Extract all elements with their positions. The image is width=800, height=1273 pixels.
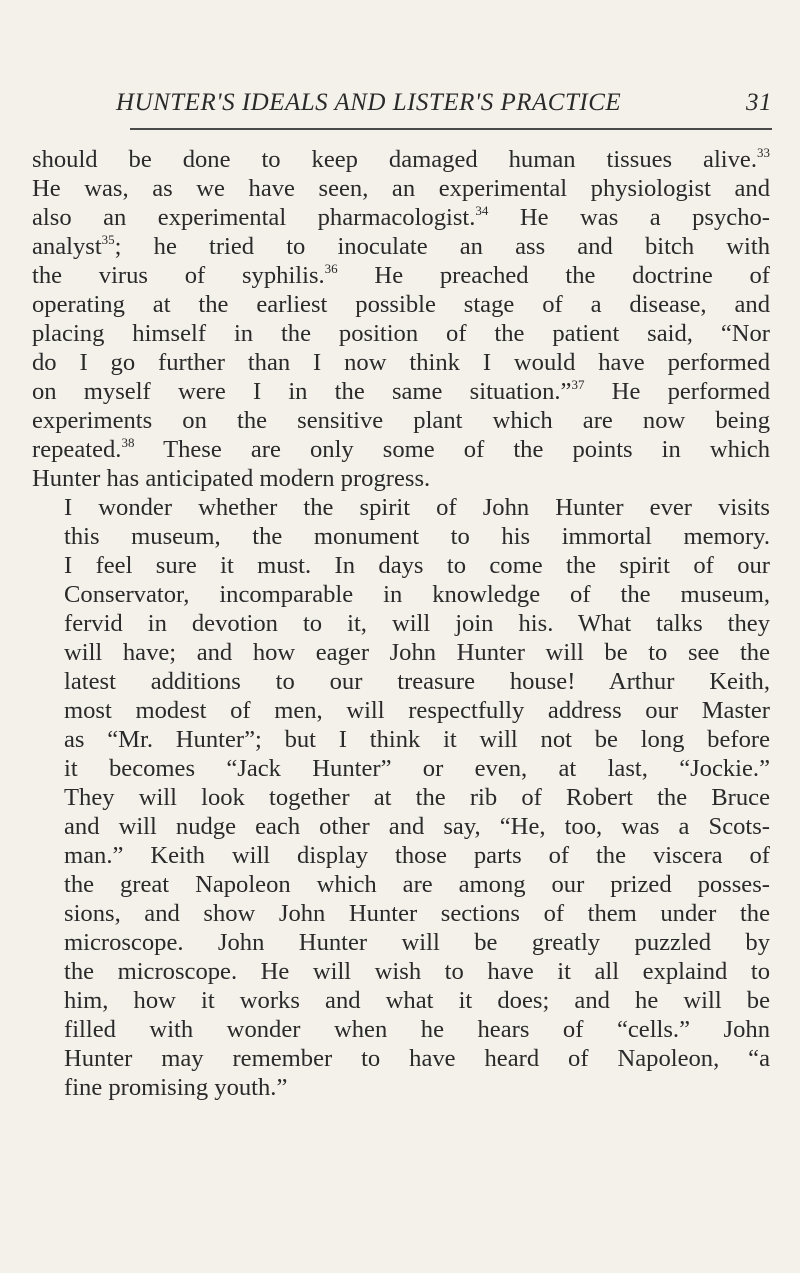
text-run: as “Mr. Hunter”; but I think it will not be long before <box>64 726 770 753</box>
footnote-ref: 35 <box>101 232 115 247</box>
text-line <box>32 754 770 783</box>
text-line <box>32 406 770 435</box>
text-line <box>32 928 770 957</box>
text-line <box>32 870 770 899</box>
footnote-ref: 33 <box>757 145 770 160</box>
text-run: it becomes “Jack Hunter” or even, at last, “Jockie.” <box>64 755 770 782</box>
text-line <box>32 986 770 1015</box>
text-run: I feel sure it must. In days to come the spirit of our <box>64 552 770 579</box>
text-run: I wonder whether the spirit of John Hunter ever visits <box>64 494 770 521</box>
text-line <box>32 348 770 377</box>
text-run: placing himself in the position of the patient said, “Nor <box>32 320 770 347</box>
text-run: Hunter has anticipated modern progress. <box>32 465 431 492</box>
text-run: microscope. John Hunter will be greatly puzzled by <box>64 929 770 956</box>
text-run: repeated. <box>32 436 122 463</box>
footnote-ref: 38 <box>121 435 135 450</box>
text-line <box>32 1044 770 1073</box>
text-run: fervid in devotion to it, will join his. What talks they <box>64 610 770 637</box>
page-number: 31 <box>746 89 772 116</box>
text-run: sions, and show John Hunter sections of them under the <box>64 900 770 927</box>
text-run: the virus of syphilis. <box>32 262 325 289</box>
text-run: They will look together at the rib of Robert the Bruce <box>64 784 770 811</box>
text-run: also an experimental pharmacologist. <box>32 204 476 231</box>
text-run: Hunter may remember to have heard of Napoleon, “a <box>64 1045 770 1072</box>
text-line <box>32 319 770 348</box>
text-line <box>32 232 770 261</box>
running-head <box>100 86 772 120</box>
text-run: the microscope. He will wish to have it all explaind to <box>64 958 770 985</box>
text-line <box>32 464 770 493</box>
footnote-ref: 34 <box>475 203 489 218</box>
text-line <box>32 580 770 609</box>
text-line <box>32 203 770 232</box>
text-line <box>32 522 770 551</box>
text-run: He preached the doctrine of <box>337 262 770 289</box>
text-line <box>32 261 770 290</box>
text-line <box>32 145 770 174</box>
text-run: fine promising youth.” <box>64 1074 288 1101</box>
text-line <box>32 290 770 319</box>
text-run: He performed <box>584 378 770 405</box>
text-line <box>32 899 770 928</box>
text-line <box>32 377 770 406</box>
text-run: analyst <box>32 233 102 260</box>
text-run: and will nudge each other and say, “He, too, was a Scots- <box>64 813 770 840</box>
text-line <box>32 435 770 464</box>
text-line <box>32 725 770 754</box>
text-run: latest additions to our treasure house! Arthur Keith, <box>64 668 770 695</box>
text-line <box>32 1015 770 1044</box>
text-line <box>32 667 770 696</box>
text-line <box>32 783 770 812</box>
text-run: on myself were I in the same situation.” <box>32 378 572 405</box>
text-run: should be done to keep damaged human tissues alive. <box>32 146 757 173</box>
text-line <box>32 609 770 638</box>
header-rule <box>130 128 772 130</box>
text-run: operating at the earliest possible stage of a disease, and <box>32 291 770 318</box>
running-head-title: HUNTER'S IDEALS AND LISTER'S PRACTICE <box>116 89 622 116</box>
paragraph-1 <box>32 145 770 493</box>
text-run: He was a psycho- <box>488 204 770 231</box>
text-line <box>32 638 770 667</box>
text-line <box>32 812 770 841</box>
footnote-ref: 37 <box>571 377 585 392</box>
text-run: this museum, the monument to his immortal memory. <box>64 523 770 550</box>
text-run: do I go further than I now think I would have performed <box>32 349 770 376</box>
text-run: filled with wonder when he hears of “cells.” John <box>64 1016 770 1043</box>
text-run: most modest of men, will respectfully address our Master <box>64 697 770 724</box>
text-run: will have; and how eager John Hunter will be to see the <box>64 639 770 666</box>
footnote-ref: 36 <box>324 261 338 276</box>
text-line <box>32 551 770 580</box>
text-run: These are only some of the points in which <box>134 436 770 463</box>
text-line <box>32 841 770 870</box>
text-run: ; he tried to inoculate an ass and bitch with <box>114 233 770 260</box>
text-run: him, how it works and what it does; and he will be <box>64 987 770 1014</box>
text-run: He was, as we have seen, an experimental physiologist and <box>32 175 770 202</box>
text-run: experiments on the sensitive plant which are now being <box>32 407 770 434</box>
text-line <box>32 1073 770 1102</box>
paragraph-2 <box>32 493 770 1102</box>
text-line <box>32 174 770 203</box>
body-text <box>32 145 770 1102</box>
text-line <box>32 493 770 522</box>
text-run: man.” Keith will display those parts of the viscera of <box>64 842 770 869</box>
text-line <box>32 696 770 725</box>
text-run: Conservator, incomparable in knowledge of the museum, <box>64 581 770 608</box>
text-line <box>32 957 770 986</box>
text-run: the great Napoleon which are among our prized posses- <box>64 871 770 898</box>
